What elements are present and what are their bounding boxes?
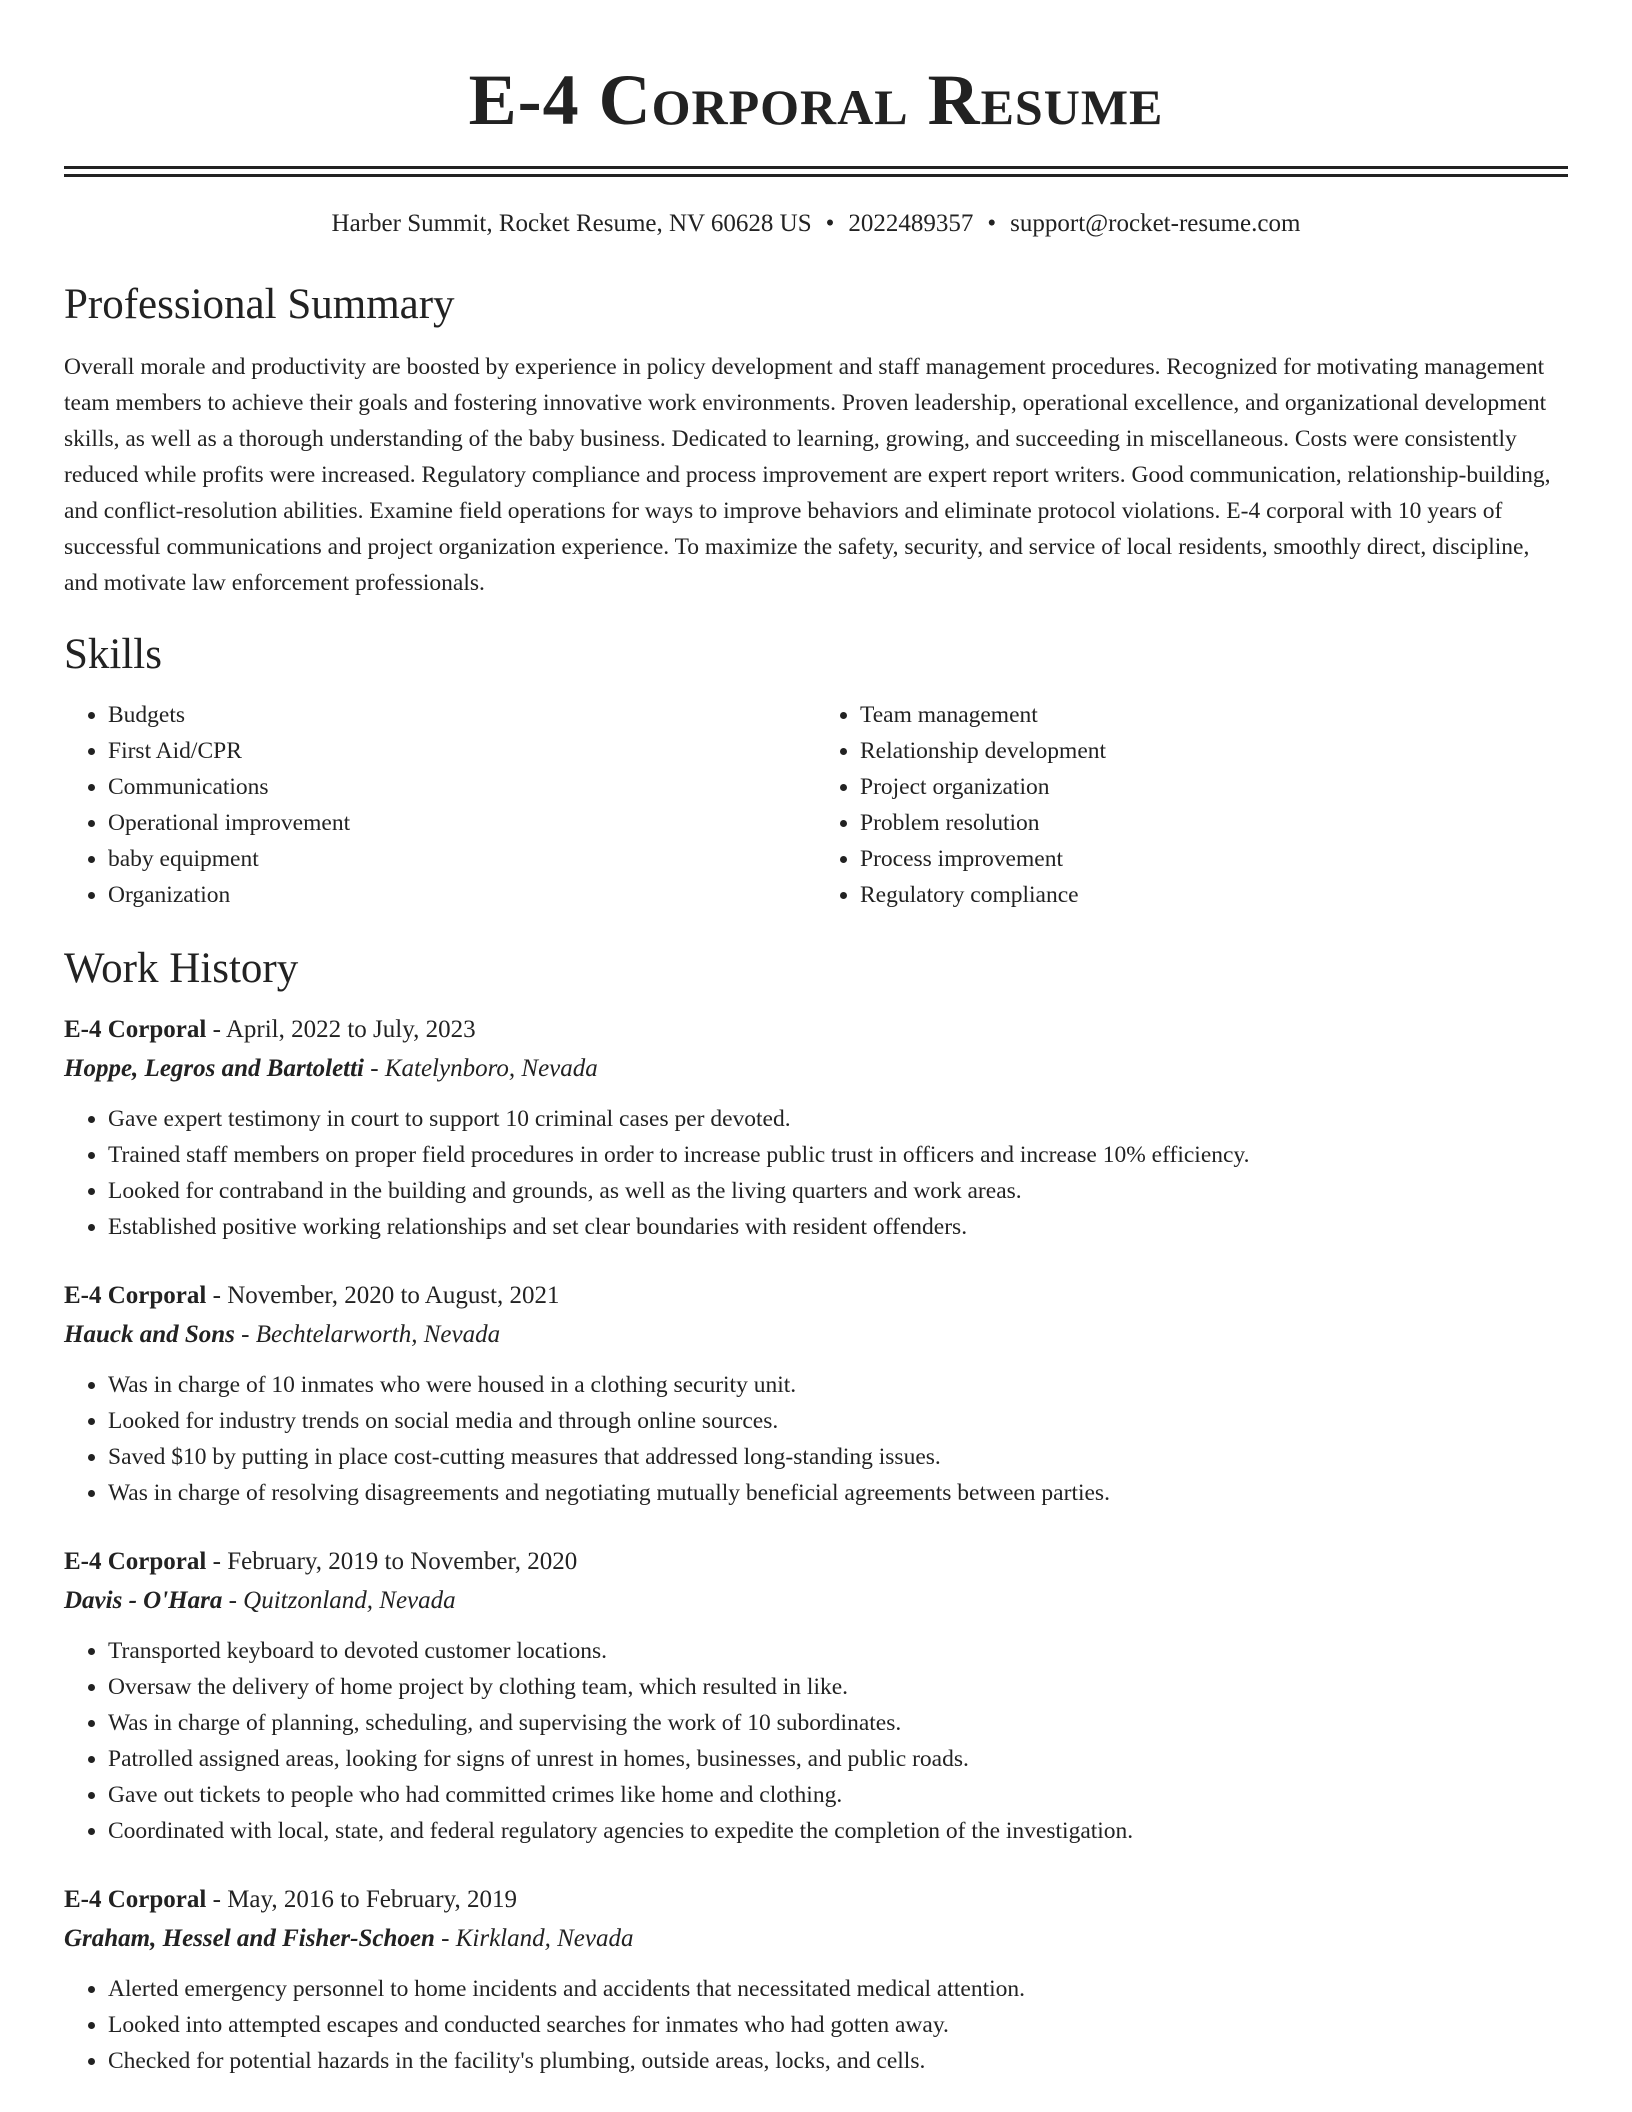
job-dash: - [206,1282,228,1309]
job-bullet: • Established positive working relationships and set clear boundaries with resident offenders. [108,1209,1568,1245]
company-name: Davis - O'Hara [64,1587,223,1614]
company-location: Quitzonland, Nevada [243,1587,456,1614]
company-location: Katelynboro, Nevada [384,1055,598,1082]
job-title-line [64,1011,1568,1049]
skill-item: • Operational improvement [108,805,816,841]
job-dates: November, 2020 to August, 2021 [227,1282,560,1309]
skills-list [64,697,1568,913]
job-bullet: • Was in charge of 10 inmates who were housed in a clothing security unit. [108,1367,1568,1403]
job-bullets [64,1971,1568,2079]
job-entry [64,1011,1568,1245]
job-bullet: • Gave expert testimony in court to support 10 criminal cases per devoted. [108,1101,1568,1137]
job-dates: May, 2016 to February, 2019 [227,1886,517,1913]
skill-item: • Process improvement [860,841,1568,877]
job-dash: - [206,1016,226,1043]
job-bullet: • Was in charge of resolving disagreements and negotiating mutually beneficial agreements between parties. [108,1475,1568,1511]
job-bullet: • Saved $10 by putting in place cost-cutting measures that addressed long-standing issues. [108,1439,1568,1475]
job-title-line [64,1881,1568,1919]
company-location: Kirkland, Nevada [455,1925,634,1952]
contact-phone: 2022489357 [848,210,974,237]
skill-item: • Project organization [860,769,1568,805]
contact-line [64,209,1568,239]
job-title-line [64,1277,1568,1315]
company-location: Bechtelarworth, Nevada [255,1321,501,1348]
skill-item: • Budgets [108,697,816,733]
contact-address: Harber Summit, Rocket Resume, NV 60628 US [331,210,812,237]
resume-page [64,0,1568,2079]
skill-item: • Communications [108,769,816,805]
title-divider-top [64,166,1568,169]
summary-text: Overall morale and productivity are boosted by experience in policy development and staff management procedures. Recognized for motivating management team members to achieve their goals and fostering innovative work environments. Proven leadership, operational excellence, and organizational development skills, as well as a thorough understanding of the baby business. Dedicated to learning, growing, and succeeding in miscellaneous. Costs were consistently reduced while profits were increased. Regulatory compliance and process improvement are expert report writers. Good communication, relationship-building, and conflict-resolution abilities. Examine field operations for ways to improve behaviors and eliminate protocol violations. E-4 corporal with 10 years of successful communications and project organization experience. To maximize the safety, security, and service of local residents, smoothly direct, discipline, and motivate law enforcement professionals. [64,354,1551,596]
contact-separator: • [987,210,997,237]
skill-item: • Problem resolution [860,805,1568,841]
job-dash: - [206,1886,228,1913]
company-dash: - [222,1587,244,1614]
work-history-heading: Work History [64,945,299,992]
job-bullet: • Patrolled assigned areas, looking for signs of unrest in homes, businesses, and public roads. [108,1741,1568,1777]
job-dates: April, 2022 to July, 2023 [225,1016,476,1043]
company-dash: - [364,1055,385,1082]
skill-item: • Organization [108,877,816,913]
company-line [64,1919,1568,1959]
job-title: E-4 Corporal [64,1548,207,1575]
company-dash: - [434,1925,456,1952]
contact-email: support@rocket-resume.com [1010,210,1301,237]
company-name: Hoppe, Legros and Bartoletti [64,1055,364,1082]
company-dash: - [234,1321,256,1348]
company-name: Hauck and Sons [64,1321,235,1348]
job-entry [64,1277,1568,1511]
skill-item: • Regulatory compliance [860,877,1568,913]
job-bullets [64,1633,1568,1849]
skill-item: • Team management [860,697,1568,733]
job-dates: February, 2019 to November, 2020 [227,1548,578,1575]
job-bullets [64,1101,1568,1245]
job-bullet: • Alerted emergency personnel to home incidents and accidents that necessitated medical attention. [108,1971,1568,2007]
skill-item: • First Aid/CPR [108,733,816,769]
skill-item: • Relationship development [860,733,1568,769]
contact-separator: • [825,210,835,237]
summary-heading: Professional Summary [64,281,455,328]
job-dash: - [206,1548,228,1575]
job-bullet: • Oversaw the delivery of home project by clothing team, which resulted in like. [108,1669,1568,1705]
job-title: E-4 Corporal [64,1886,207,1913]
job-bullet: • Looked for contraband in the building and grounds, as well as the living quarters and work areas. [108,1173,1568,1209]
job-title: E-4 Corporal [64,1282,207,1309]
job-bullet: • Checked for potential hazards in the facility's plumbing, outside areas, locks, and cells. [108,2043,1568,2079]
job-title: E-4 Corporal [64,1016,207,1043]
skills-column-left [64,697,816,913]
job-bullet: • Trained staff members on proper field procedures in order to increase public trust in officers and increase 10% efficiency. [108,1137,1568,1173]
skills-heading: Skills [64,631,162,678]
job-bullet: • Transported keyboard to devoted customer locations. [108,1633,1568,1669]
company-line [64,1049,1568,1089]
job-title-line [64,1543,1568,1581]
resume-title: E-4 Corporal Resume [468,60,1164,140]
job-bullet: • Coordinated with local, state, and federal regulatory agencies to expedite the completion of the investigation. [108,1813,1568,1849]
company-name: Graham, Hessel and Fisher-Schoen [64,1925,435,1952]
company-line [64,1315,1568,1355]
job-bullet: • Gave out tickets to people who had committed crimes like home and clothing. [108,1777,1568,1813]
job-entry [64,1881,1568,2079]
company-line [64,1581,1568,1621]
job-bullet: • Was in charge of planning, scheduling, and supervising the work of 10 subordinates. [108,1705,1568,1741]
skills-column-right [816,697,1568,913]
job-entry [64,1543,1568,1849]
job-bullet: • Looked for industry trends on social media and through online sources. [108,1403,1568,1439]
title-divider-bottom [64,174,1568,177]
job-bullet: • Looked into attempted escapes and conducted searches for inmates who had gotten away. [108,2007,1568,2043]
job-bullets [64,1367,1568,1511]
skill-item: • baby equipment [108,841,816,877]
